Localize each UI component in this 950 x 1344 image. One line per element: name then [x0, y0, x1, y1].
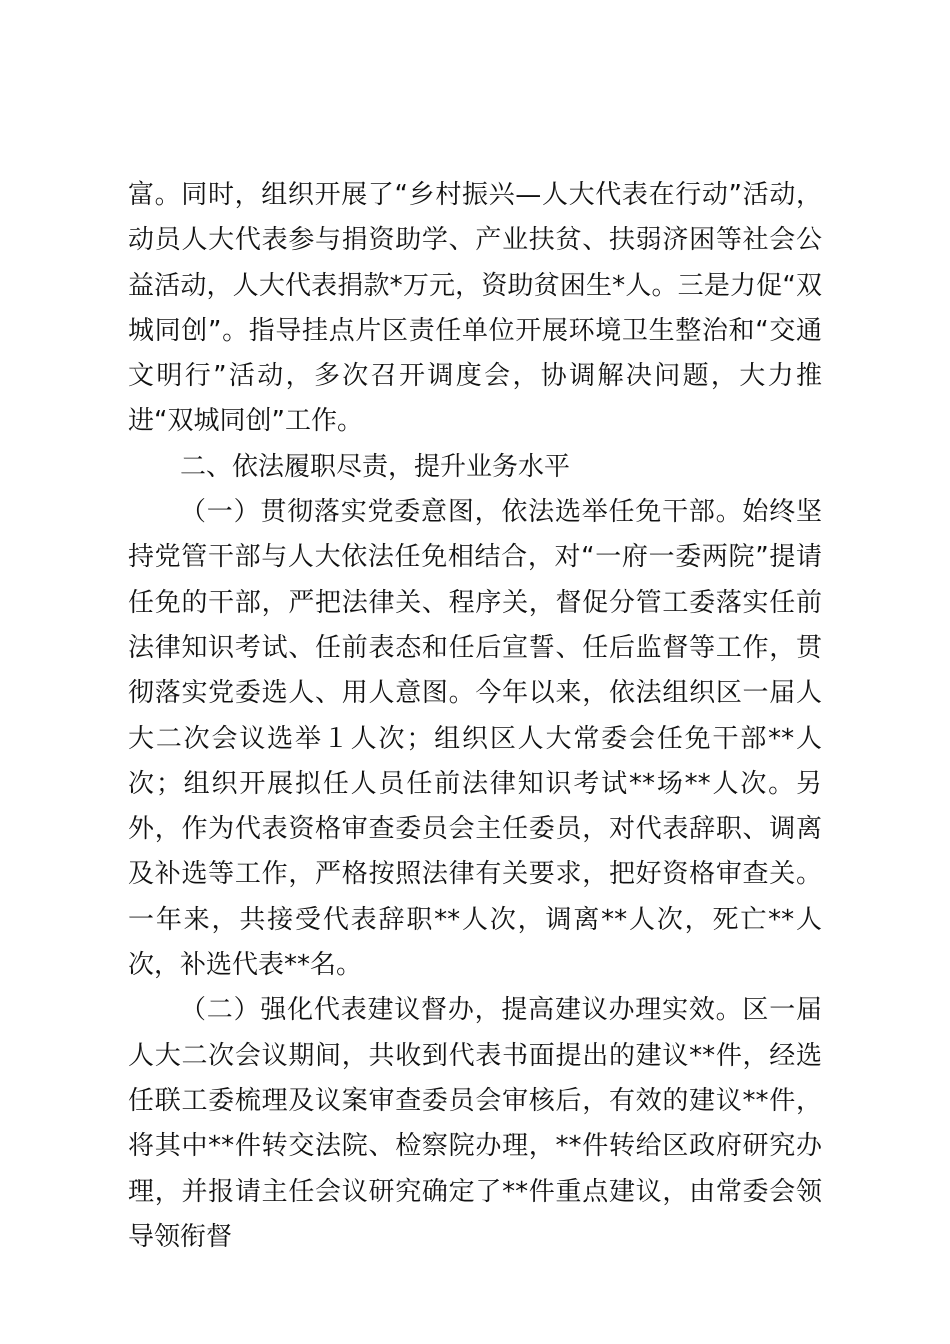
- paragraph-cadre-appointment: （一）贯彻落实党委意图，依法选举任免干部。始终坚持党管干部与人大依法任免相结合，对“一府一委两院”提请任免的干部，严把法律关、程序关，督促分管工委落实任前法律知识考试、任前表态和任后宣誓、任后监督等工作，贯彻落实党委选人、用人意图。今年以来，依法组织区一届人大二次会议选举１人次；组织区人大常委会任免干部**人次；组织开展拟任人员任前法律知识考试**场**人次。另外，作为代表资格审查委员会主任委员，对代表辞职、调离及补选等工作，严格按照法律有关要求，把好资格审查关。一年来，共接受代表辞职**人次，调离**人次，死亡**人次，补选代表**名。: [128, 497, 822, 981]
- paragraph-deputy-suggestions: （二）强化代表建议督办，提高建议办理实效。区一届人大二次会议期间，共收到代表书面提出的建议**件，经选任联工委梳理及议案审查委员会审核后，有效的建议**件，将其中**件转交法院、检察院办理，**件转给区政府研究办理，并报请主任会议研究确定了**件重点建议，由常委会领导领衔督: [128, 995, 822, 1252]
- section-heading-2: 二、依法履职尽责，提升业务水平: [180, 451, 571, 482]
- document-body: [128, 173, 822, 1260]
- paragraph-community-activities: 富。同时，组织开展了“乡村振兴—人大代表在行动”活动，动员人大代表参与捐资助学、产业扶贫、扶弱济困等社会公益活动，人大代表捐款*万元，资助贫困生*人。三是力促“双城同创”。指导挂点片区责任单位开展环境卫生整治和“交通文明行”活动，多次召开调度会，协调解决问题，大力推进“双城同创”工作。: [128, 180, 822, 437]
